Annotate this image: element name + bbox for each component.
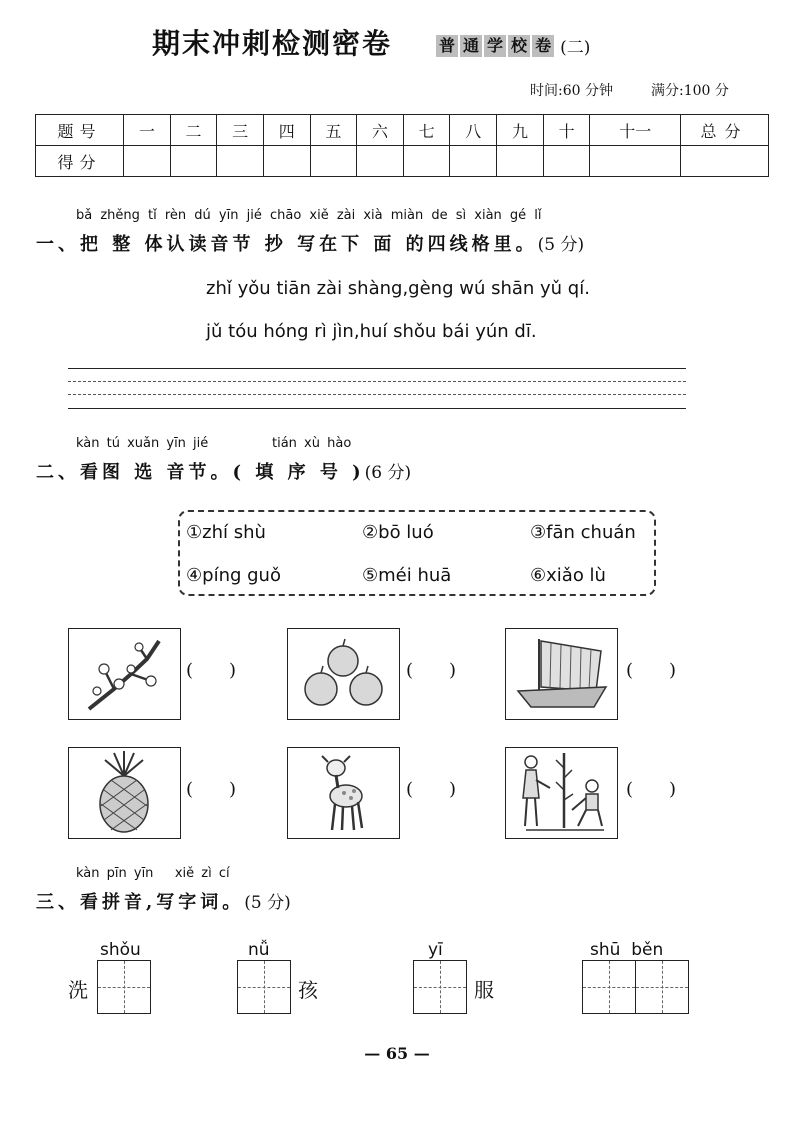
tianzige-box[interactable]	[97, 960, 151, 1014]
col-header: 九	[497, 115, 544, 146]
apples-image	[287, 628, 400, 720]
answer-blank[interactable]: ( )	[186, 779, 237, 800]
section1-heading	[36, 230, 584, 256]
sailboat-image	[505, 628, 618, 720]
score-cell[interactable]	[217, 146, 264, 177]
answer-blank[interactable]: ( )	[406, 779, 457, 800]
grid-line	[68, 394, 686, 395]
answer-blank[interactable]: ( )	[626, 660, 677, 681]
section3-pinyin: kàn pīn yīn xiě zì cí	[76, 866, 230, 881]
grid-line	[68, 381, 686, 382]
section2-heading	[36, 458, 411, 484]
score-cell[interactable]	[497, 146, 544, 177]
exam-info	[530, 80, 729, 100]
option-3: ③fān chuán	[530, 522, 636, 543]
option-6: ⑥xiǎo lù	[530, 565, 606, 586]
col-header: 五	[310, 115, 357, 146]
option-1: ①zhí shù	[186, 522, 266, 543]
plum-blossom-image	[68, 628, 181, 720]
tianzige-box[interactable]	[237, 960, 291, 1014]
option-5: ⑤méi huā	[362, 565, 452, 586]
section1-score: (5 分)	[537, 235, 585, 255]
tianzige-box[interactable]	[413, 960, 467, 1014]
word4-pinyin: shū běn	[590, 940, 664, 960]
answer-blank[interactable]: ( )	[186, 660, 237, 681]
section2-pinyin-a: kàn tú xuǎn yīn jié	[76, 436, 209, 451]
section2-pinyin-b: tián xù hào	[272, 436, 352, 451]
option-2: ②bō luó	[362, 522, 434, 543]
section3-score: (5 分)	[244, 893, 291, 913]
score-cell[interactable]	[403, 146, 450, 177]
col-header: 十一	[590, 115, 681, 146]
page-title: 期末冲刺检测密卷	[152, 27, 393, 60]
total-cell[interactable]	[681, 146, 769, 177]
exam-type-tag	[436, 33, 590, 58]
fawn-image	[287, 747, 400, 839]
tag-char: 校	[508, 35, 530, 57]
col-header: 七	[403, 115, 450, 146]
row-label: 得分	[36, 146, 124, 177]
time-limit: 时间:60 分钟	[530, 83, 613, 99]
answer-blank[interactable]: ( )	[626, 779, 677, 800]
word3-char: 服	[474, 978, 494, 1002]
col-header: 四	[263, 115, 310, 146]
question-number-row	[36, 115, 769, 146]
col-header: 一	[124, 115, 171, 146]
col-header: 八	[450, 115, 497, 146]
section3-heading-text: 三、看拼音,写字词。	[36, 892, 245, 913]
col-header: 十	[543, 115, 590, 146]
tag-char: 学	[484, 35, 506, 57]
section3-heading	[36, 888, 291, 914]
row-label: 题号	[36, 115, 124, 146]
tag-char: 通	[460, 35, 482, 57]
score-cell[interactable]	[124, 146, 171, 177]
score-cell[interactable]	[357, 146, 404, 177]
options-box	[178, 510, 656, 596]
word2-char: 孩	[298, 978, 318, 1002]
tianzige-box[interactable]	[582, 960, 636, 1014]
word1-char: 洗	[68, 978, 88, 1002]
col-header: 三	[217, 115, 264, 146]
col-header: 六	[357, 115, 404, 146]
score-cell[interactable]	[170, 146, 217, 177]
score-cell[interactable]	[263, 146, 310, 177]
score-cell[interactable]	[590, 146, 681, 177]
option-4: ④píng guǒ	[186, 565, 281, 586]
tag-char: 卷	[532, 35, 554, 57]
score-cell[interactable]	[543, 146, 590, 177]
total-header: 总分	[681, 115, 769, 146]
word1-pinyin: shǒu	[100, 940, 141, 960]
page-number: — 65 —	[364, 1044, 430, 1063]
poem-line-1: zhǐ yǒu tiān zài shàng,gèng wú shān yǔ qí.	[206, 278, 590, 299]
score-table	[35, 114, 769, 177]
col-header: 二	[170, 115, 217, 146]
pineapple-image	[68, 747, 181, 839]
section2-score: (6 分)	[364, 463, 412, 483]
score-cell[interactable]	[450, 146, 497, 177]
full-score: 满分:100 分	[650, 83, 729, 99]
answer-blank[interactable]: ( )	[406, 660, 457, 681]
section1-heading-text: 一、把 整 体认读音节 抄 写在下 面 的四线格里。	[36, 234, 538, 255]
section1-pinyin	[76, 208, 542, 223]
tag-char: 普	[436, 35, 458, 57]
section2-heading-text: 二、看图 选 音节。( 填 序 号 )	[36, 462, 365, 483]
poem-line-2: jǔ tóu hóng rì jìn,huí shǒu bái yún dī.	[206, 321, 537, 342]
tianzige-box[interactable]	[635, 960, 689, 1014]
section1-pinyin-text: bǎ zhěng tǐ rèn dú yīn jié chāo xiě zài xià miàn de sì xiàn gé lǐ	[76, 208, 542, 223]
exam-number: (二)	[560, 38, 591, 58]
word2-pinyin: nǚ	[248, 940, 270, 960]
score-cell[interactable]	[310, 146, 357, 177]
word3-pinyin: yī	[428, 940, 443, 960]
tree-planting-image	[505, 747, 618, 839]
score-row	[36, 146, 769, 177]
four-line-grid[interactable]	[68, 368, 686, 409]
